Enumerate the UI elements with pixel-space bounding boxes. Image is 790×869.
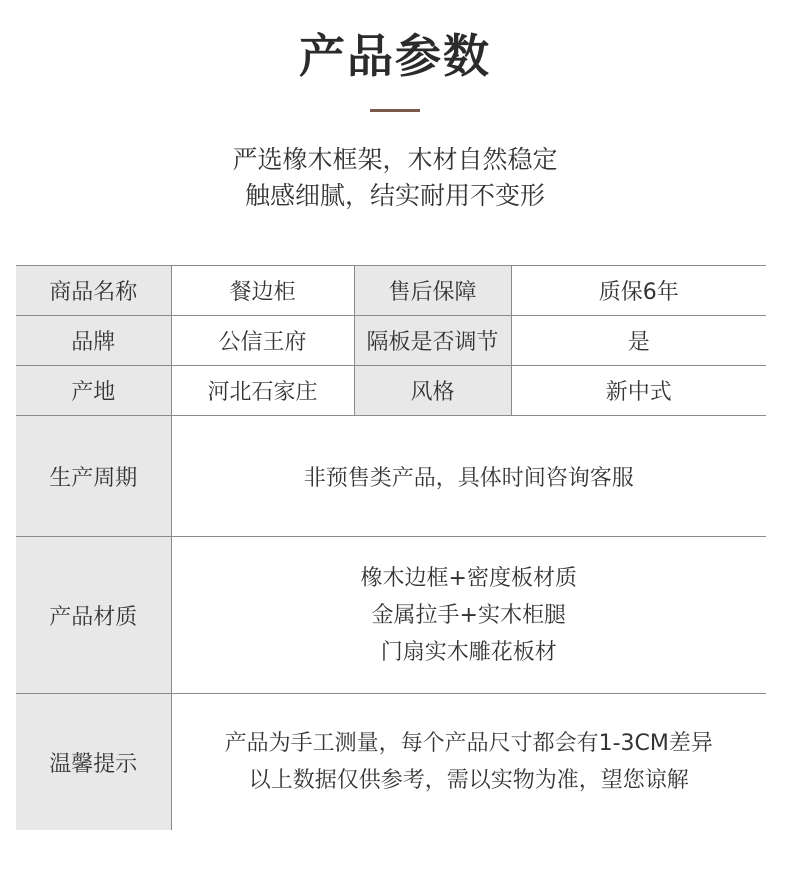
label-tips: 温馨提示 [16,694,171,831]
label-shelf-adjustable: 隔板是否调节 [354,316,511,366]
label-origin: 产地 [16,366,171,416]
label-material: 产品材质 [16,537,171,694]
label-brand: 品牌 [16,316,171,366]
tips-line: 产品为手工测量，每个产品尺寸都会有1-3CM差异 [224,731,713,756]
value-origin: 河北石家庄 [171,366,354,416]
table-row [16,416,766,537]
value-brand: 公信王府 [171,316,354,366]
label-after-sales: 售后保障 [354,266,511,316]
subtitle-line-1: 严选橡木框架，木材自然稳定 [232,145,558,174]
title-divider [370,109,420,112]
material-line: 金属拉手+实木柜腿 [371,602,566,628]
table-row [16,316,766,366]
value-material [171,537,766,694]
material-line: 门扇实木雕花板材 [380,639,557,665]
subtitle-line-2: 触感细腻，结实耐用不变形 [244,181,545,210]
value-production-cycle: 非预售类产品，具体时间咨询客服 [171,416,766,537]
label-product-name: 商品名称 [16,266,171,316]
value-after-sales: 质保6年 [511,266,766,316]
page-title: 产品参数 [299,29,491,83]
table-row [16,694,766,831]
label-style: 风格 [354,366,511,416]
value-product-name: 餐边柜 [171,266,354,316]
table-row [16,266,766,316]
value-tips [171,694,766,831]
value-shelf-adjustable: 是 [511,316,766,366]
material-line: 橡木边框+密度板材质 [360,565,577,591]
table-row [16,537,766,694]
label-production-cycle: 生产周期 [16,416,171,537]
spec-table [16,265,766,830]
table-row [16,366,766,416]
tips-line: 以上数据仅供参考，需以实物为准，望您谅解 [248,768,689,793]
value-style: 新中式 [511,366,766,416]
